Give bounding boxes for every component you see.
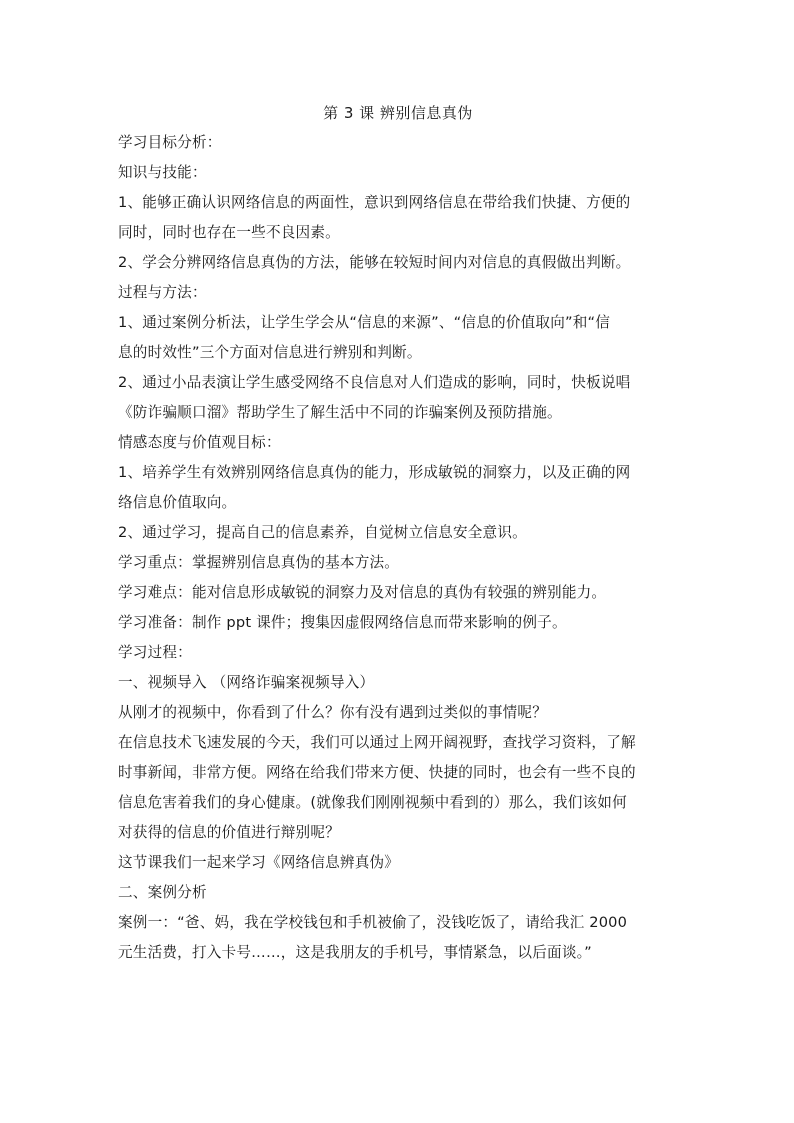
text-line: 络信息价值取向。 (118, 494, 237, 511)
learning-focus: 学习重点：掌握辨别信息真伪的基本方法。 (118, 554, 400, 571)
document-body (118, 98, 678, 968)
text-line: 息的时效性”三个方面对信息进行辨别和判断。 (118, 344, 422, 361)
text-line: 案例一：“爸、妈，我在学校钱包和手机被偷了，没钱吃饭了，请给我汇 2000 (118, 914, 628, 931)
text-line: 2、学会分辨网络信息真伪的方法，能够在较短时间内对信息的真假做出判断。 (118, 254, 631, 271)
section-heading-process: 学习过程： (118, 644, 192, 661)
text-line: 1、通过案例分析法，让学生学会从“信息的来源”、“信息的价值取向”和“信 (118, 314, 611, 331)
text-line: 《防诈骗顺口溜》帮助学生了解生活中不同的诈骗案例及预防措施。 (118, 404, 562, 421)
subheading-process-methods: 过程与方法： (118, 284, 207, 301)
text-line: 元生活费，打入卡号……，这是我朋友的手机号，事情紧急，以后面谈。” (118, 944, 592, 961)
text-line: 时事新闻，非常方便。网络在给我们带来方便、快捷的同时，也会有一些不良的 (118, 764, 636, 781)
text-line: 在信息技术飞速发展的今天，我们可以通过上网开阔视野，查找学习资料，了解 (118, 734, 636, 751)
subheading-case-analysis: 二、案例分析 (118, 884, 207, 901)
text-line: 1、能够正确认识网络信息的两面性，意识到网络信息在带给我们快捷、方便的 (118, 194, 631, 211)
text-line: 从刚才的视频中，你看到了什么？你有没有遇到过类似的事情呢？ (118, 704, 548, 721)
document-title: 第 3 课 辨别信息真伪 (323, 104, 473, 122)
text-line: 这节课我们一起来学习《网络信息辨真伪》 (118, 854, 400, 871)
subheading-video-intro: 一、视频导入 （网络诈骗案视频导入） (118, 674, 375, 691)
text-line: 1、培养学生有效辨别网络信息真伪的能力，形成敏锐的洞察力，以及正确的网 (118, 464, 631, 481)
text-line: 信息危害着我们的身心健康。(就像我们刚刚视频中看到的）那么，我们该如何 (118, 794, 627, 811)
text-line: 同时，同时也存在一些不良因素。 (118, 224, 340, 241)
learning-difficulty: 学习难点：能对信息形成敏锐的洞察力及对信息的真伪有较强的辨别能力。 (118, 584, 607, 601)
learning-preparation: 学习准备：制作 ppt 课件；搜集因虚假网络信息而带来影响的例子。 (118, 614, 567, 631)
subheading-knowledge-skills: 知识与技能： (118, 164, 207, 181)
section-heading-objectives: 学习目标分析： (118, 134, 222, 151)
text-line: 2、通过学习，提高自己的信息素养，自觉树立信息安全意识。 (118, 524, 527, 541)
text-line: 对获得的信息的价值进行辩别呢？ (118, 824, 340, 841)
text-line: 2、通过小品表演让学生感受网络不良信息对人们造成的影响，同时，快板说唱 (118, 374, 631, 391)
subheading-emotion-values: 情感态度与价值观目标： (118, 434, 281, 451)
